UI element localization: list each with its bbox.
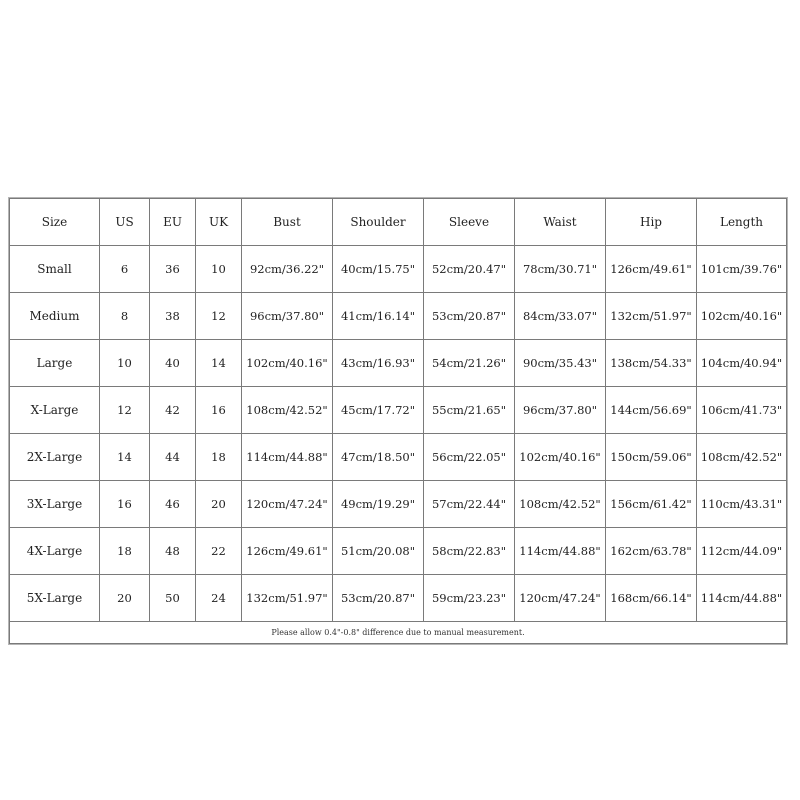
cell-size: 2X-Large: [10, 434, 100, 481]
cell-uk: 24: [196, 575, 242, 622]
column-header-hip: Hip: [606, 199, 697, 246]
table-row: [10, 340, 787, 387]
cell-bust: 126cm/49.61": [242, 528, 333, 575]
cell-bust: 132cm/51.97": [242, 575, 333, 622]
cell-sleeve: 52cm/20.47": [424, 246, 515, 293]
table-row: [10, 387, 787, 434]
column-header-size: Size: [10, 199, 100, 246]
cell-hip: 126cm/49.61": [606, 246, 697, 293]
size-chart-table: [9, 198, 787, 644]
cell-sleeve: 58cm/22.83": [424, 528, 515, 575]
column-header-eu: EU: [150, 199, 196, 246]
cell-length: 108cm/42.52": [697, 434, 787, 481]
cell-bust: 92cm/36.22": [242, 246, 333, 293]
cell-eu: 42: [150, 387, 196, 434]
cell-waist: 114cm/44.88": [515, 528, 606, 575]
cell-size: Large: [10, 340, 100, 387]
column-header-sleeve: Sleeve: [424, 199, 515, 246]
table-footer: [10, 622, 787, 644]
table-body: [10, 246, 787, 622]
cell-hip: 132cm/51.97": [606, 293, 697, 340]
cell-bust: 114cm/44.88": [242, 434, 333, 481]
cell-hip: 168cm/66.14": [606, 575, 697, 622]
cell-waist: 108cm/42.52": [515, 481, 606, 528]
cell-eu: 40: [150, 340, 196, 387]
cell-shoulder: 49cm/19.29": [333, 481, 424, 528]
cell-shoulder: 51cm/20.08": [333, 528, 424, 575]
cell-sleeve: 53cm/20.87": [424, 293, 515, 340]
column-header-us: US: [100, 199, 150, 246]
column-header-bust: Bust: [242, 199, 333, 246]
cell-size: Small: [10, 246, 100, 293]
cell-length: 101cm/39.76": [697, 246, 787, 293]
cell-us: 6: [100, 246, 150, 293]
cell-sleeve: 57cm/22.44": [424, 481, 515, 528]
cell-eu: 46: [150, 481, 196, 528]
measurement-note: Please allow 0.4"-0.8" difference due to manual measurement.: [10, 622, 787, 644]
cell-bust: 108cm/42.52": [242, 387, 333, 434]
column-header-uk: UK: [196, 199, 242, 246]
cell-length: 102cm/40.16": [697, 293, 787, 340]
cell-shoulder: 41cm/16.14": [333, 293, 424, 340]
cell-length: 110cm/43.31": [697, 481, 787, 528]
cell-hip: 144cm/56.69": [606, 387, 697, 434]
cell-waist: 90cm/35.43": [515, 340, 606, 387]
cell-length: 114cm/44.88": [697, 575, 787, 622]
cell-waist: 120cm/47.24": [515, 575, 606, 622]
table-row: [10, 246, 787, 293]
cell-size: X-Large: [10, 387, 100, 434]
cell-us: 12: [100, 387, 150, 434]
cell-length: 104cm/40.94": [697, 340, 787, 387]
cell-size: 3X-Large: [10, 481, 100, 528]
cell-shoulder: 40cm/15.75": [333, 246, 424, 293]
cell-uk: 10: [196, 246, 242, 293]
cell-hip: 162cm/63.78": [606, 528, 697, 575]
cell-size: 5X-Large: [10, 575, 100, 622]
cell-waist: 96cm/37.80": [515, 387, 606, 434]
header-row: [10, 199, 787, 246]
cell-us: 18: [100, 528, 150, 575]
table-row: [10, 528, 787, 575]
cell-us: 20: [100, 575, 150, 622]
cell-eu: 44: [150, 434, 196, 481]
cell-eu: 48: [150, 528, 196, 575]
cell-us: 8: [100, 293, 150, 340]
table-row: [10, 293, 787, 340]
cell-bust: 120cm/47.24": [242, 481, 333, 528]
cell-sleeve: 55cm/21.65": [424, 387, 515, 434]
cell-eu: 36: [150, 246, 196, 293]
cell-shoulder: 47cm/18.50": [333, 434, 424, 481]
cell-uk: 18: [196, 434, 242, 481]
cell-uk: 22: [196, 528, 242, 575]
cell-hip: 156cm/61.42": [606, 481, 697, 528]
note-row: [10, 622, 787, 644]
cell-us: 14: [100, 434, 150, 481]
cell-us: 16: [100, 481, 150, 528]
cell-sleeve: 54cm/21.26": [424, 340, 515, 387]
table-header: [10, 199, 787, 246]
table-row: [10, 434, 787, 481]
column-header-length: Length: [697, 199, 787, 246]
cell-hip: 138cm/54.33": [606, 340, 697, 387]
column-header-waist: Waist: [515, 199, 606, 246]
cell-waist: 78cm/30.71": [515, 246, 606, 293]
table-row: [10, 575, 787, 622]
cell-eu: 50: [150, 575, 196, 622]
cell-uk: 20: [196, 481, 242, 528]
cell-bust: 96cm/37.80": [242, 293, 333, 340]
cell-hip: 150cm/59.06": [606, 434, 697, 481]
cell-eu: 38: [150, 293, 196, 340]
cell-waist: 102cm/40.16": [515, 434, 606, 481]
cell-us: 10: [100, 340, 150, 387]
column-header-shoulder: Shoulder: [333, 199, 424, 246]
cell-uk: 16: [196, 387, 242, 434]
cell-size: 4X-Large: [10, 528, 100, 575]
cell-length: 112cm/44.09": [697, 528, 787, 575]
table-row: [10, 481, 787, 528]
cell-shoulder: 43cm/16.93": [333, 340, 424, 387]
cell-bust: 102cm/40.16": [242, 340, 333, 387]
cell-shoulder: 53cm/20.87": [333, 575, 424, 622]
cell-shoulder: 45cm/17.72": [333, 387, 424, 434]
cell-uk: 14: [196, 340, 242, 387]
cell-length: 106cm/41.73": [697, 387, 787, 434]
cell-uk: 12: [196, 293, 242, 340]
cell-sleeve: 59cm/23.23": [424, 575, 515, 622]
cell-waist: 84cm/33.07": [515, 293, 606, 340]
cell-sleeve: 56cm/22.05": [424, 434, 515, 481]
cell-size: Medium: [10, 293, 100, 340]
